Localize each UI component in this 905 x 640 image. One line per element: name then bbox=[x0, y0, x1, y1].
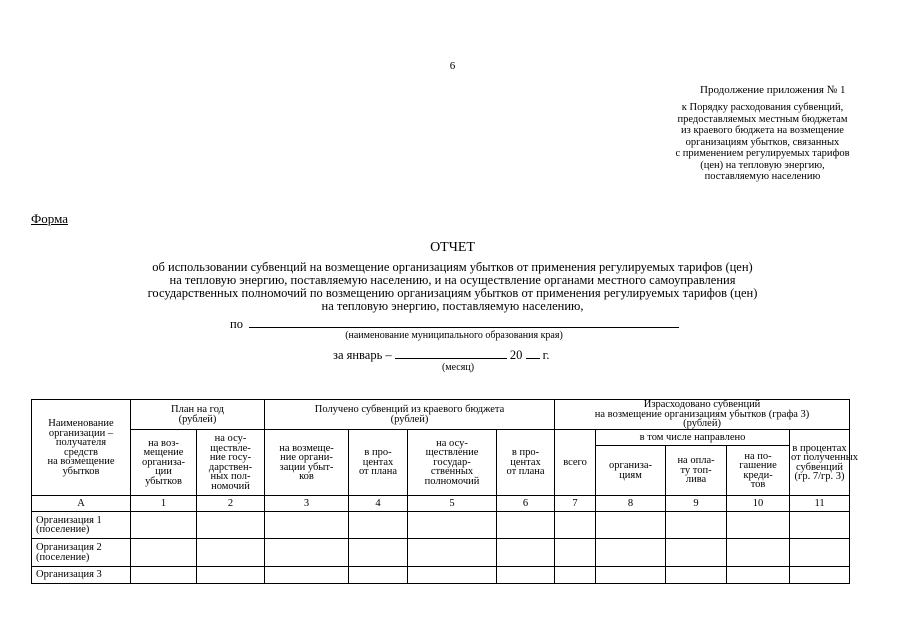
spent-sub-1-line-1: ту топ- bbox=[680, 464, 712, 476]
column-number-9: 9 bbox=[666, 496, 727, 512]
row-label-org-3 bbox=[32, 567, 131, 584]
plan-col-0-line-2: организа- bbox=[141, 456, 185, 468]
spent-group-line-1: на возмещение организациям убытков (графа 3) bbox=[594, 408, 810, 420]
header-received-compensation bbox=[265, 430, 349, 496]
received-col-1-line-1: центах bbox=[362, 456, 394, 468]
org-name-line-0: Наименование bbox=[48, 418, 114, 429]
received-col-2-line-3: ственных bbox=[430, 466, 474, 478]
subtitle-line-2: государственных полномочий по возмещению организациям убытков от применения регулируемых тарифов (цен) bbox=[147, 286, 758, 300]
municipality-blank[interactable] bbox=[249, 315, 679, 328]
table-row bbox=[32, 539, 850, 567]
year-prefix: 20 bbox=[509, 348, 523, 362]
received-group-line-0: Получено субвенций из краевого бюджета bbox=[314, 404, 505, 415]
row-1-line-0: Организация 2 bbox=[36, 542, 102, 553]
column-number-10: 10 bbox=[727, 496, 790, 512]
spent-sub-0-line-1: циям bbox=[619, 469, 642, 481]
plan-col-1-line-3: дарствен- bbox=[208, 461, 253, 473]
report-table bbox=[31, 399, 859, 584]
column-number-8: 8 bbox=[596, 496, 666, 512]
org-name-line-1: организации – bbox=[48, 427, 114, 439]
plan-group-line-1: (рублей) bbox=[178, 413, 217, 425]
header-received-percent-2 bbox=[497, 430, 555, 496]
spent-percent-line-3: (гр. 7/гр. 3) bbox=[794, 471, 845, 482]
received-col-0-line-3: ков bbox=[299, 471, 314, 482]
spent-percent-line-1: от полученных bbox=[791, 452, 859, 463]
column-number-1: 1 bbox=[131, 496, 197, 512]
header-spent-organizations bbox=[596, 446, 666, 496]
header-org-name bbox=[32, 400, 131, 496]
column-number-6: 6 bbox=[497, 496, 555, 512]
page-number: 6 bbox=[449, 60, 456, 72]
plan-col-1-line-1: ществле- bbox=[210, 442, 251, 454]
subtitle-line-0: об использовании субвенций на возмещение организациям убытков от применения регулируемых тарифов (цен) bbox=[152, 260, 753, 274]
org-name-line-5: убытков bbox=[62, 465, 100, 477]
received-col-0-line-2: зации убыт- bbox=[279, 461, 334, 473]
header-received-powers bbox=[408, 430, 497, 496]
plan-col-0-line-3: ции bbox=[155, 466, 172, 478]
year-suffix: г. bbox=[542, 348, 550, 362]
received-col-2-line-4: полномочий bbox=[424, 475, 480, 487]
plan-col-1-line-0: на осу- bbox=[214, 433, 247, 444]
column-number-3: 3 bbox=[265, 496, 349, 512]
received-col-3-line-1: центах bbox=[510, 456, 541, 468]
report-title: ОТЧЕТ bbox=[430, 240, 475, 255]
row-2-line-0: Организация 3 bbox=[36, 569, 102, 581]
row-0-line-1: (поселение) bbox=[36, 524, 90, 535]
header-spent-fuel bbox=[666, 446, 727, 496]
header-spent-total: всего bbox=[555, 430, 596, 496]
plan-col-1-line-2: ние госу- bbox=[209, 452, 252, 463]
po-label: по bbox=[230, 317, 243, 331]
subtitle-line-1: на тепловую энергию, поставляемую населению, и на осуществление органами местного самоуправления bbox=[169, 273, 736, 287]
header-spent-credits bbox=[727, 446, 790, 496]
appendix-line-5: (цен) на тепловую энергию, bbox=[700, 159, 825, 171]
row-1-line-1: (поселение) bbox=[36, 551, 90, 563]
plan-col-0-line-0: на воз- bbox=[148, 437, 179, 449]
month-blank[interactable] bbox=[395, 346, 507, 359]
received-col-2-line-0: на осу- bbox=[436, 437, 468, 449]
spent-group-line-2: (рублей) bbox=[683, 418, 721, 430]
spent-group-line-0: Израсходовано субвенций bbox=[643, 399, 761, 411]
period-prefix: за январь – bbox=[333, 348, 392, 362]
org-name-line-3: средств bbox=[64, 446, 98, 458]
header-plan-powers bbox=[197, 430, 265, 496]
header-received-group bbox=[265, 400, 555, 430]
table-row bbox=[32, 567, 850, 584]
header-spent-including: в том числе направлено bbox=[596, 430, 790, 446]
spent-sub-2-line-1: гашение bbox=[739, 460, 777, 471]
received-col-3-line-0: в про- bbox=[511, 447, 540, 459]
spent-sub-2-line-3: тов bbox=[750, 479, 766, 490]
received-col-2-line-1: ществление bbox=[425, 447, 479, 459]
municipality-caption: (наименование муниципального образования края) bbox=[345, 330, 563, 341]
spent-sub-0-line-0: организа- bbox=[609, 460, 653, 471]
org-name-line-4: на возмещение bbox=[47, 456, 115, 467]
column-number-2: 2 bbox=[197, 496, 265, 512]
period-line bbox=[333, 346, 550, 363]
appendix-line-0: к Порядку расходования субвенций, bbox=[681, 102, 844, 113]
column-number-0: А bbox=[32, 496, 131, 512]
spent-sub-2-line-0: на по- bbox=[744, 450, 772, 462]
column-number-4: 4 bbox=[349, 496, 408, 512]
spent-sub-1-line-2: лива bbox=[685, 474, 707, 486]
header-spent-percent bbox=[790, 430, 859, 496]
plan-col-1-line-5: номочий bbox=[211, 480, 250, 492]
appendix-line-1: предоставляемых местным бюджетам bbox=[677, 113, 848, 125]
appendix-line-2: из краевого бюджета на возмещение bbox=[681, 125, 844, 136]
column-number-5: 5 bbox=[408, 496, 497, 512]
column-numbers-row bbox=[32, 496, 850, 512]
header-received-percent-1 bbox=[349, 430, 408, 496]
column-number-7: 7 bbox=[555, 496, 596, 512]
continuation-note: Продолжение приложения № 1 bbox=[700, 84, 846, 96]
plan-col-0-line-1: мещение bbox=[143, 447, 184, 459]
spent-sub-2-line-2: креди- bbox=[743, 469, 773, 481]
received-col-3-line-2: от плана bbox=[506, 466, 545, 478]
row-label-org-1 bbox=[32, 512, 131, 539]
header-plan-compensation bbox=[131, 430, 197, 496]
received-group-line-1: (рублей) bbox=[390, 413, 429, 425]
plan-col-1-line-4: ных пол- bbox=[210, 471, 251, 482]
spent-percent-line-0: в процентах bbox=[792, 442, 847, 454]
received-col-1-line-0: в про- bbox=[364, 447, 392, 459]
plan-group-line-0: План на год bbox=[171, 404, 224, 415]
received-col-2-line-2: государ- bbox=[433, 456, 471, 468]
appendix-line-6: поставляемую населению bbox=[704, 171, 821, 182]
appendix-reference bbox=[640, 102, 885, 183]
spent-percent-line-2: субвенций bbox=[796, 461, 844, 473]
form-label: Форма bbox=[31, 211, 68, 226]
received-col-0-line-1: ние органи- bbox=[280, 452, 333, 463]
row-label-org-2 bbox=[32, 539, 131, 567]
row-0-line-0: Организация 1 bbox=[36, 514, 102, 526]
table-row bbox=[32, 512, 850, 539]
appendix-line-4: с применением регулируемых тарифов bbox=[675, 148, 850, 159]
column-number-11: 11 bbox=[790, 496, 850, 512]
received-col-0-line-0: на возмеще- bbox=[279, 442, 334, 454]
report-subtitle bbox=[40, 261, 865, 313]
header-spent-group bbox=[555, 400, 850, 430]
header-plan-group bbox=[131, 400, 265, 430]
month-caption: (месяц) bbox=[441, 362, 475, 373]
received-col-1-line-2: от плана bbox=[358, 466, 398, 478]
appendix-line-3: организациям убытков, связанных bbox=[685, 136, 840, 148]
org-name-line-2: получателя bbox=[55, 437, 107, 448]
subtitle-line-3: на тепловую энергию, поставляемую населению, bbox=[321, 299, 584, 313]
year-blank[interactable] bbox=[526, 346, 540, 359]
spent-sub-1-line-0: на опла- bbox=[677, 455, 715, 467]
plan-col-0-line-4: убытков bbox=[145, 475, 182, 487]
